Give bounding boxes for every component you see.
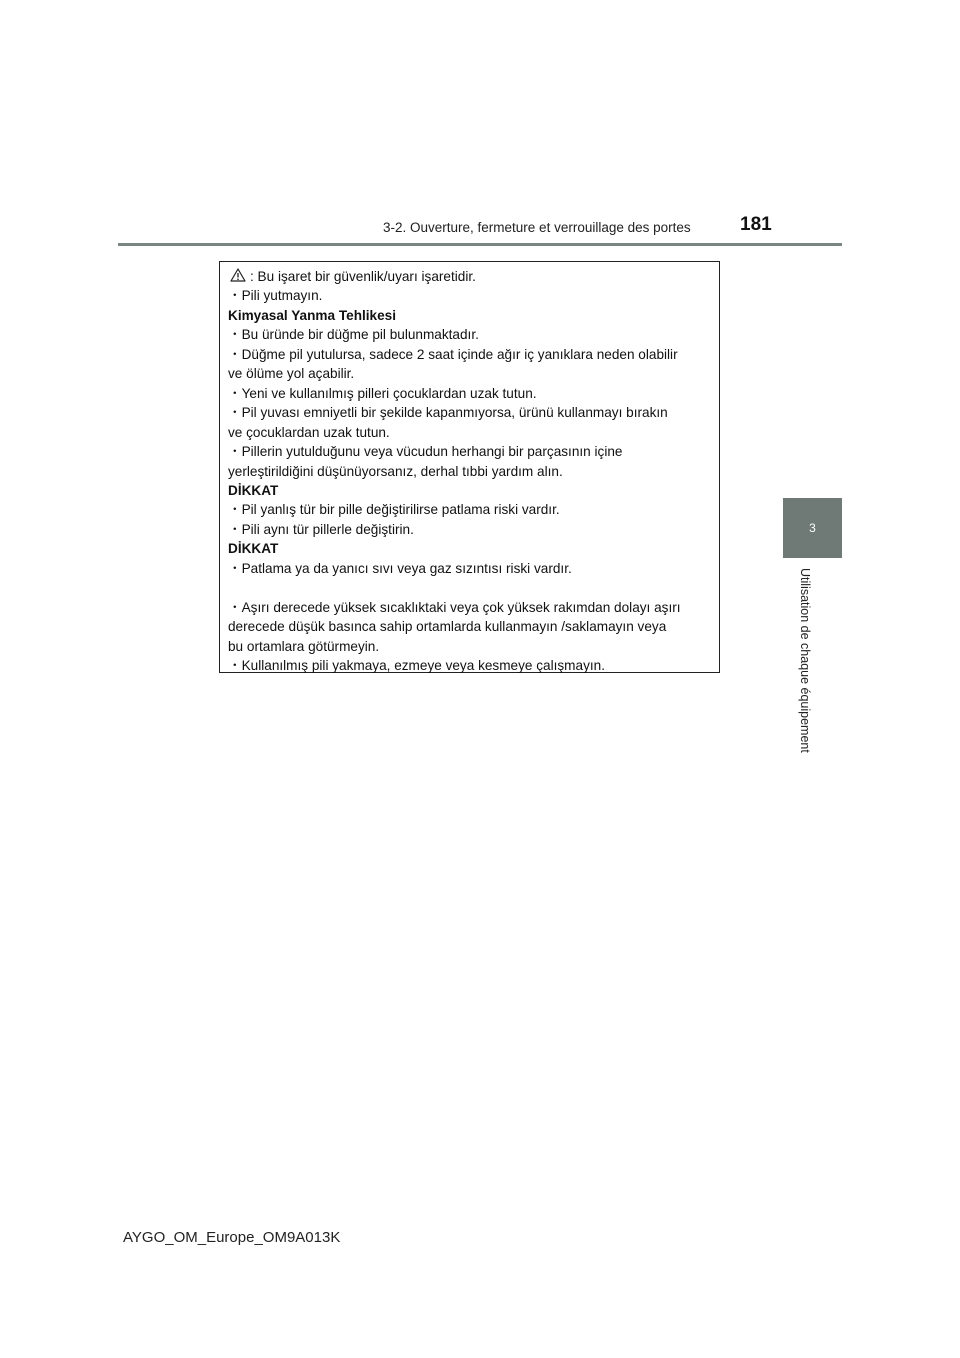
warning-line: ・Bu üründe bir düğme pil bulunmaktadır. (228, 327, 479, 343)
warning-line: ve çocuklardan uzak tutun. (228, 424, 390, 440)
document-code: AYGO_OM_Europe_OM9A013K (123, 1229, 341, 1246)
warning-heading: DİKKAT (228, 541, 279, 557)
warning-line: ・Düğme pil yutulursa, sadece 2 saat içinde ağır iç yanıklara neden olabilir (228, 346, 678, 362)
warning-heading: DİKKAT (228, 482, 279, 498)
warning-box (219, 261, 720, 673)
warning-line: ・Pili yutmayın. (228, 288, 323, 304)
warning-line: ・Pillerin yutulduğunu veya vücudun herhangi bir parçasının içine (228, 444, 623, 460)
page-number: 181 (740, 214, 772, 235)
chapter-number: 3 (809, 521, 816, 535)
warning-line: yerleştirildiğini düşünüyorsanız, derhal tıbbi yardım alın. (228, 463, 563, 479)
chapter-tab (783, 498, 842, 558)
warning-triangle-icon (230, 268, 246, 282)
warning-blank-line (228, 578, 713, 597)
warning-heading: Kimyasal Yanma Tehlikesi (228, 307, 397, 323)
warning-line: ・Pil yanlış tür bir pille değiştirilirse patlama riski vardır. (228, 502, 560, 518)
warning-line: ・Pil yuvası emniyetli bir şekilde kapanmıyorsa, ürünü kullanmayı bırakın (228, 405, 668, 421)
warning-line: ・Patlama ya da yanıcı sıvı veya gaz sızıntısı riski vardır. (228, 560, 572, 576)
section-title: 3-2. Ouverture, fermeture et verrouillage des portes (383, 220, 691, 235)
warning-intro-text: : Bu işaret bir güvenlik/uyarı işaretidir. (250, 269, 476, 284)
header-divider (118, 243, 842, 246)
warning-line: bu ortamlara götürmeyin. (228, 638, 380, 654)
warning-line: derecede düşük basınca sahip ortamlarda kullanmayın /saklamayın veya (228, 619, 667, 635)
warning-intro-line (228, 267, 713, 286)
warning-line: ve ölüme yol açabilir. (228, 366, 355, 382)
chapter-label: Utilisation de chaque équipement (798, 568, 812, 753)
warning-line: ・Pili aynı tür pillerle değiştirin. (228, 521, 414, 537)
warning-line: ・Aşırı derecede yüksek sıcaklıktaki veya çok yüksek rakımdan dolayı aşırı (228, 599, 681, 615)
warning-line: ・Yeni ve kullanılmış pilleri çocuklardan uzak tutun. (228, 385, 537, 401)
warning-line: ・Kullanılmış pili yakmaya, ezmeye veya kesmeye çalışmayın. (228, 658, 605, 674)
